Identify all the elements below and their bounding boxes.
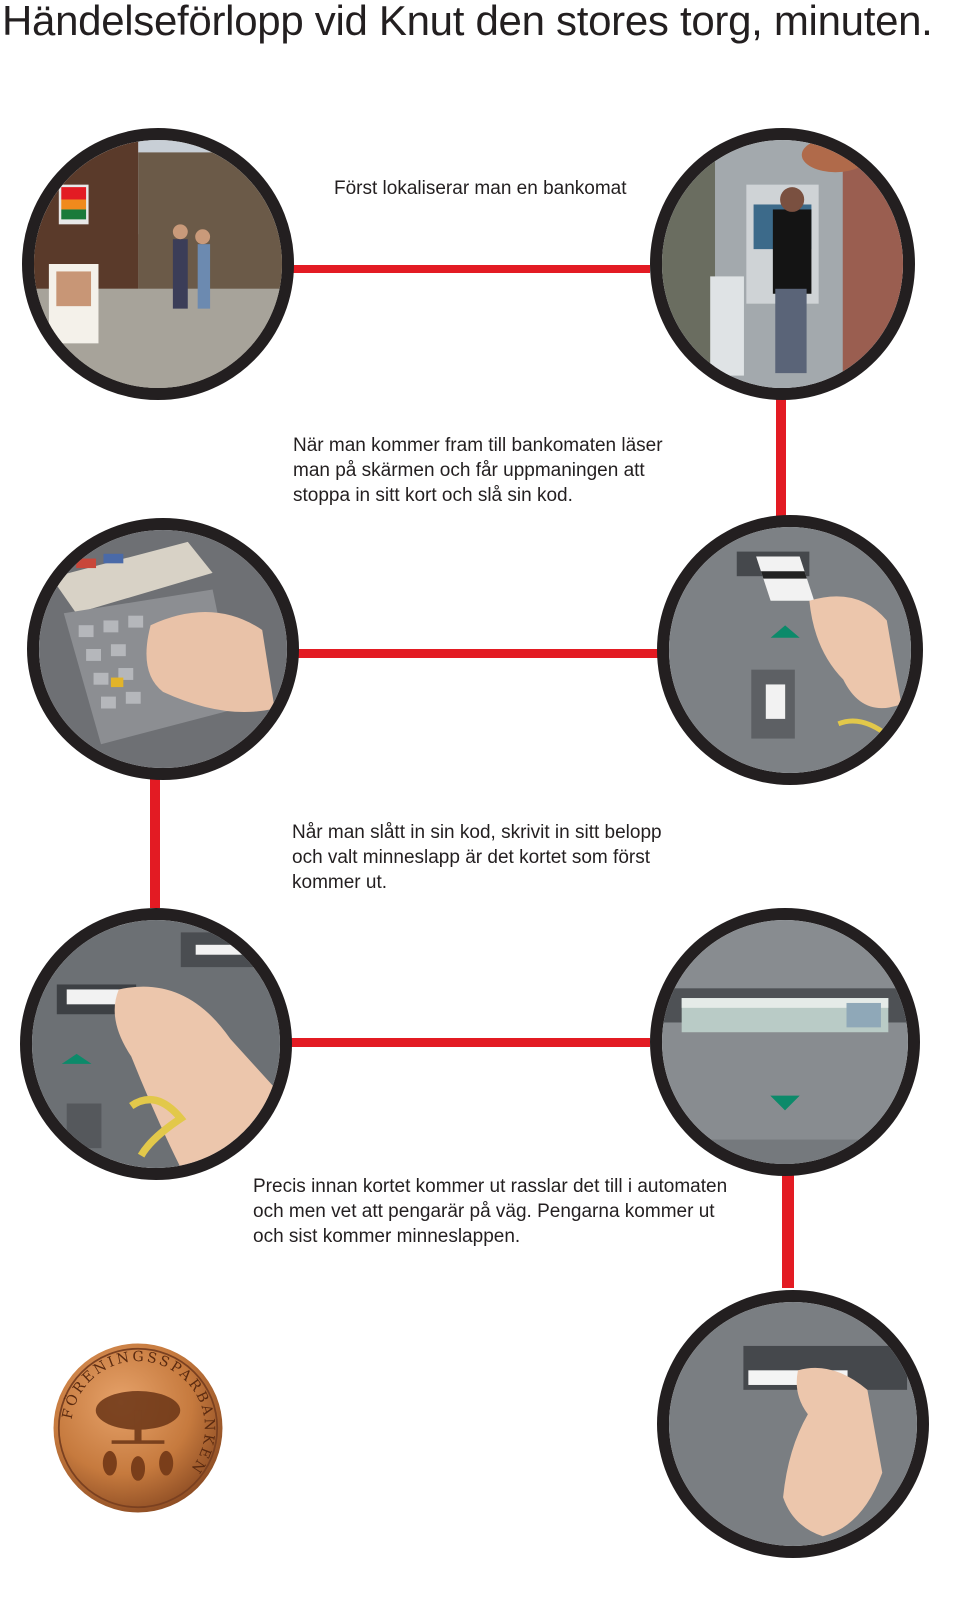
receipt-photo bbox=[657, 1290, 929, 1558]
page-title: Händelseförlopp vid Knut den stores torg, minuten. bbox=[2, 0, 933, 44]
connector-vertical-3 bbox=[782, 1168, 794, 1288]
caption-step1: Först lokaliserar man en bankomat bbox=[334, 178, 627, 199]
connector-step1 bbox=[290, 265, 650, 273]
connector-vertical-2 bbox=[150, 778, 160, 908]
street-photo bbox=[22, 128, 294, 400]
caption-step4: Precis innan kortet kommer ut rasslar det till i automaten och men vet att pengarär på väg. Pengarna kommer ut och sist kommer minneslappen. bbox=[253, 1176, 728, 1247]
connector-step3 bbox=[290, 1038, 650, 1047]
card-insert-photo bbox=[657, 515, 923, 785]
atm-photo bbox=[650, 128, 915, 400]
connector-step2 bbox=[290, 649, 660, 658]
keypad-photo bbox=[27, 518, 299, 780]
caption-step3: Når man slått in sin kod, skrivit in sitt belopp och valt minneslapp är det kortet som först kommer ut. bbox=[292, 822, 662, 893]
sparbanken-coin bbox=[50, 1340, 226, 1516]
caption-step2: När man kommer fram till bankomaten läser man på skärmen och får uppmaningen att stoppa in sitt kort och slå sin kod. bbox=[293, 435, 663, 506]
coin-text: FÖRENINGSSPARBANKEN bbox=[59, 1348, 218, 1478]
card-out-photo bbox=[20, 908, 292, 1180]
connector-vertical-1 bbox=[776, 393, 786, 518]
banknote-photo bbox=[650, 908, 920, 1176]
